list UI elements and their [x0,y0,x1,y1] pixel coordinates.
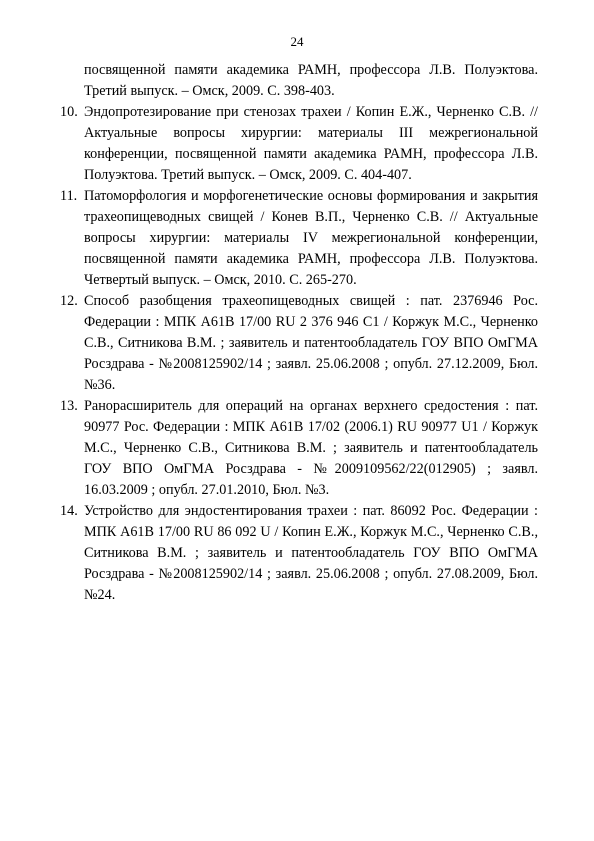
reference-item-12 [60,291,538,396]
reference-number: 13. [60,398,78,414]
reference-number: 11. [60,188,78,204]
reference-text: Эндопротезирование при стенозах трахеи / Копин Е.Ж., Черненко С.В. // Актуальные вопросы хирургии: материалы III межрегиональной конференции, посвященной памяти академика РАМН, профессора Л.В. Полуэктова. Третий выпуск. – Омск, 2009. С. 404-407. [84,104,538,183]
reference-item-11 [60,186,538,291]
reference-text: посвященной памяти академика РАМН, профессора Л.В. Полуэктова. Третий выпуск. – Омск, 2009. С. 398-403. [84,62,538,99]
reference-number: 14. [60,503,78,519]
reference-text: Способ разобщения трахеопищеводных свищей : пат. 2376946 Рос. Федерации : МПК A61B 17/00 RU 2 376 946 C1 / Коржук М.С., Черненко С.В., Ситникова В.М. ; заявитель и патентообладатель ГОУ ВПО ОмГМА Росздрава - №2008125902/14 ; заявл. 25.06.2008 ; опубл. 27.12.2009, Бюл. №36. [84,293,538,393]
reference-text: Патоморфология и морфогенетические основы формирования и закрытия трахеопищеводных свищей / Конев В.П., Черненко С.В. // Актуальные вопросы хирургии: материалы IV межрегиональной конференции, посвященной памяти академика РАМН, профессора Л.В. Полуэктова. Четвертый выпуск. – Омск, 2010. С. 265-270. [84,188,538,288]
reference-continuation [60,60,538,102]
reference-number: 12. [60,293,78,309]
reference-item-14 [60,501,538,606]
reference-item-10 [60,102,538,186]
reference-list [60,60,538,606]
reference-text: Ранорасширитель для операций на органах верхнего средостения : пат. 90977 Рос. Федерации : МПК A61B 17/02 (2006.1) RU 90977 U1 / Коржук М.С., Черненко С.В., Ситникова В.М. ; заявитель и патентообладатель ГОУ ВПО ОмГМА Росздрава - №2009109562/22(012905) ; заявл. 16.03.2009 ; опубл. 27.01.2010, Бюл. №3. [84,398,538,498]
page-number: 24 [290,34,304,49]
reference-number: 10. [60,104,78,120]
reference-text: Устройство для эндостентирования трахеи : пат. 86092 Рос. Федерации : МПК A61B 17/00 RU 86 092 U / Копин Е.Ж., Коржук М.С., Черненко С.В., Ситникова В.М. ; заявитель и патентообладатель ГОУ ВПО ОмГМА Росздрава - №2008125902/14 ; заявл. 25.06.2008 ; опубл. 27.08.2009, Бюл. №24. [84,503,538,603]
reference-item-13 [60,396,538,501]
